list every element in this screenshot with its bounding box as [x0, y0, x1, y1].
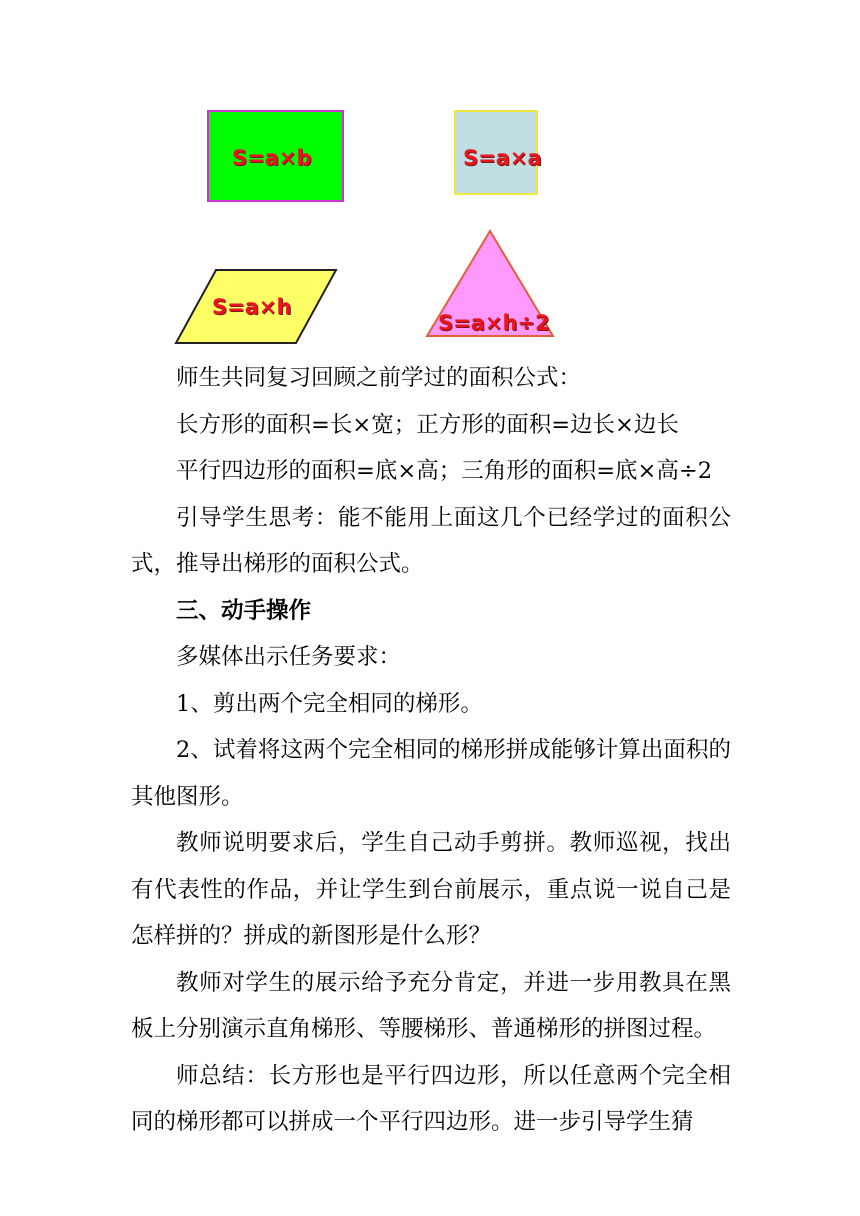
section-heading: 三、动手操作	[176, 597, 312, 624]
paragraph-teacher-instructions: 教师说明要求后，学生自己动手剪拼。教师巡视，找出有代表性的作品，并让学生到台前展示，重点说一说自己是怎样拼的？拼成的新图形是什么形？	[131, 830, 731, 949]
paragraph-task-1: 1、剪出两个完全相同的梯形。	[176, 690, 483, 717]
figure-shapes	[0, 0, 860, 350]
paragraph-task-2: 2、试着将这两个完全相同的梯形拼成能够计算出面积的其他图形。	[131, 737, 731, 810]
square-formula: S=a×a	[463, 146, 542, 170]
rectangle-formula: S=a×b	[232, 146, 312, 170]
paragraph-teacher-demo: 教师对学生的展示给予充分肯定，并进一步用教具在黑板上分别演示直角梯形、等腰梯形、普通梯形的拼图过程。	[131, 969, 731, 1042]
paragraph-teacher-summary: 师总结：长方形也是平行四边形，所以任意两个完全相同的梯形都可以拼成一个平行四边形。进一步引导学生猜	[131, 1062, 731, 1135]
paragraph-review-intro: 师生共同复习回顾之前学过的面积公式：	[176, 365, 582, 391]
triangle-formula: S=a×h÷2	[438, 311, 550, 335]
paragraph-rect-square-formulas: 长方形的面积=长×宽；正方形的面积=边长×边长	[176, 411, 679, 438]
paragraph-guided-thinking: 引导学生思考：能不能用上面这几个已经学过的面积公式，推导出梯形的面积公式。	[131, 504, 731, 577]
paragraph-task-intro: 多媒体出示任务要求：	[176, 644, 402, 670]
document-body	[131, 355, 731, 1146]
parallelogram-formula: S=a×h	[212, 295, 292, 319]
paragraph-parallelogram-triangle-formulas: 平行四边形的面积=底×高；三角形的面积=底×高÷2	[176, 458, 713, 484]
